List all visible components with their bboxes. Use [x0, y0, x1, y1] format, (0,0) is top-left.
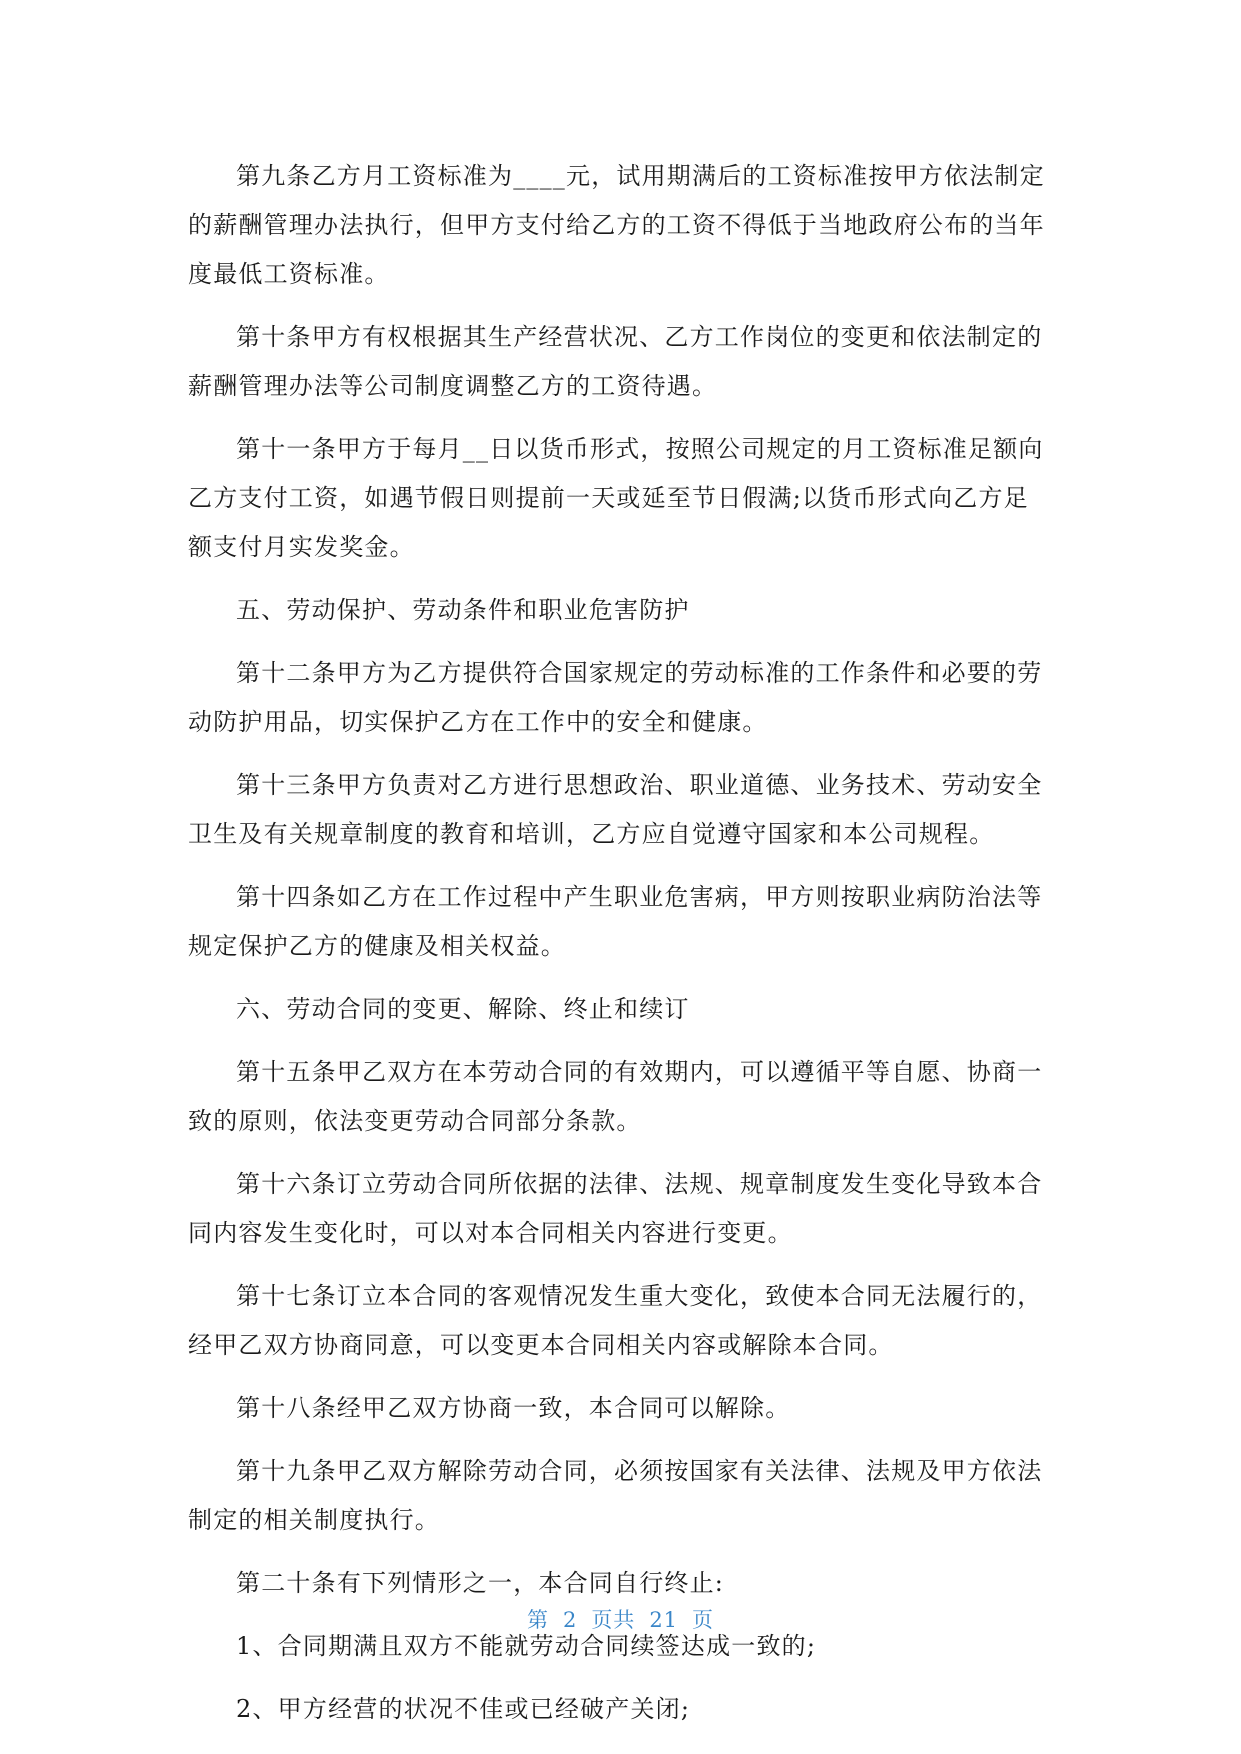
paragraph-article-15: 第十五条甲乙双方在本劳动合同的有效期内，可以遵循平等自愿、协商一致的原则，依法变更劳动合同部分条款。 — [188, 1058, 1043, 1135]
paragraph-article-13: 第十三条甲方负责对乙方进行思想政治、职业道德、业务技术、劳动安全卫生及有关规章制度的教育和培训，乙方应自觉遵守国家和本公司规程。 — [188, 771, 1043, 848]
paragraph-article-17: 第十七条订立本合同的客观情况发生重大变化，致使本合同无法履行的，经甲乙双方协商同意，可以变更本合同相关内容或解除本合同。 — [188, 1282, 1043, 1359]
section-heading-6: 六、劳动合同的变更、解除、终止和续订 — [236, 995, 690, 1023]
paragraph-article-9: 第九条乙方月工资标准为____元，试用期满后的工资标准按甲方依法制定的薪酬管理办法执行，但甲方支付给乙方的工资不得低于当地政府公布的当年度最低工资标准。 — [188, 162, 1045, 288]
paragraph-article-19: 第十九条甲乙双方解除劳动合同，必须按国家有关法律、法规及甲方依法制定的相关制度执行。 — [188, 1457, 1043, 1534]
footer-current-page: 2 — [562, 1608, 578, 1632]
footer-prefix: 第 — [526, 1608, 549, 1632]
footer-middle: 页共 — [591, 1608, 636, 1632]
footer-total-pages: 21 — [649, 1608, 679, 1632]
paragraph-article-20: 第二十条有下列情形之一，本合同自行终止: — [236, 1569, 725, 1597]
paragraph-article-16: 第十六条订立劳动合同所依据的法律、法规、规章制度发生变化导致本合同内容发生变化时，可以对本合同相关内容进行变更。 — [188, 1170, 1043, 1247]
page-footer — [0, 1604, 1241, 1634]
paragraph-article-18: 第十八条经甲乙双方协商一致，本合同可以解除。 — [236, 1394, 791, 1422]
document-body — [188, 152, 1054, 1748]
footer-suffix: 页 — [692, 1608, 715, 1632]
list-item-2: 2、甲方经营的状况不佳或已经破产关闭; — [236, 1695, 691, 1723]
paragraph-article-14: 第十四条如乙方在工作过程中产生职业危害病，甲方则按职业病防治法等规定保护乙方的健康及相关权益。 — [188, 883, 1043, 960]
list-item-1: 1、合同期满且双方不能就劳动合同续签达成一致的; — [236, 1632, 817, 1660]
section-heading-5: 五、劳动保护、劳动条件和职业危害防护 — [236, 596, 690, 624]
paragraph-article-11: 第十一条甲方于每月__日以货币形式，按照公司规定的月工资标准足额向乙方支付工资，如遇节假日则提前一天或延至节日假满;以货币形式向乙方足额支付月实发奖金。 — [188, 435, 1044, 561]
paragraph-article-10: 第十条甲方有权根据其生产经营状况、乙方工作岗位的变更和依法制定的薪酬管理办法等公司制度调整乙方的工资待遇。 — [188, 323, 1043, 400]
paragraph-article-12: 第十二条甲方为乙方提供符合国家规定的劳动标准的工作条件和必要的劳动防护用品，切实保护乙方在工作中的安全和健康。 — [188, 659, 1043, 736]
